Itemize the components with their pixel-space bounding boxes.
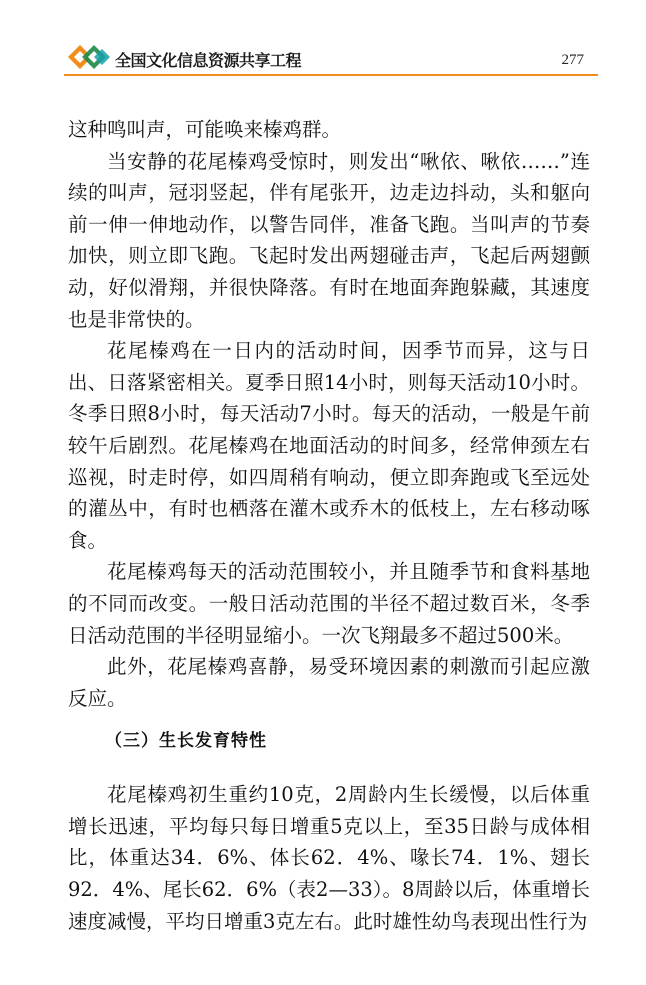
page-header	[64, 42, 598, 76]
paragraph-4: 花尾榛鸡每天的活动范围较小，并且随季节和食料基地的不同而改变。一般日活动范围的半径不超过数百米，冬季日活动范围的半径明显缩小。一次飞翔最多不超过500米。	[68, 560, 590, 647]
section-heading: （三）生长发育特性	[105, 731, 267, 752]
brand-title: 全国文化信息资源共享工程	[115, 51, 302, 70]
paragraph-1: 这种鸣叫声，可能唤来榛鸡群。	[68, 118, 342, 141]
page-body	[68, 114, 590, 937]
diamond-logo-icon	[64, 42, 114, 72]
paragraph-2: 当安静的花尾榛鸡受惊时，则发出“啾依、啾依……”连续的叫声，冠羽竖起，伴有尾张开，边走边抖动，头和躯向前一伸一伸地动作，以警告同伴，准备飞跑。当叫声的节奏加快，则立即飞跑。飞起时发出两翅碰击声，飞起后两翅颤动，好似滑翔，并很快降落。有时在地面奔跑躲藏，其速度也是非常快的。	[68, 149, 590, 331]
paragraph-6: 花尾榛鸡初生重约10克，2周龄内生长缓慢，以后体重增长迅速，平均每只每日增重5克以上，至35日龄与成体相比，体重达34．6%、体长62．4%、喙长74．1%、翅长92．4%、尾长62．6%（表2—33）。8周龄以后，体重增长速度减慢，平均日增重3克左右。此时雄性幼鸟表现出性行为	[68, 783, 590, 933]
paragraph-5: 此外，花尾榛鸡喜静，易受环境因素的刺激而引起应激反应。	[68, 655, 590, 710]
paragraph-3: 花尾榛鸡在一日内的活动时间，因季节而异，这与日出、日落紧密相关。夏季日照14小时，则每天活动10小时。冬季日照8小时，每天活动7小时。每天的活动，一般是午前较午后剧烈。花尾榛鸡在地面活动的时间多，经常伸颈左右巡视，时走时停，如四周稍有响动，便立即奔跑或飞至远处的灌丛中，有时也栖落在灌木或乔木的低枝上，左右移动啄食。	[68, 339, 590, 552]
header-rule	[64, 74, 598, 76]
page-number: 277	[561, 52, 584, 68]
